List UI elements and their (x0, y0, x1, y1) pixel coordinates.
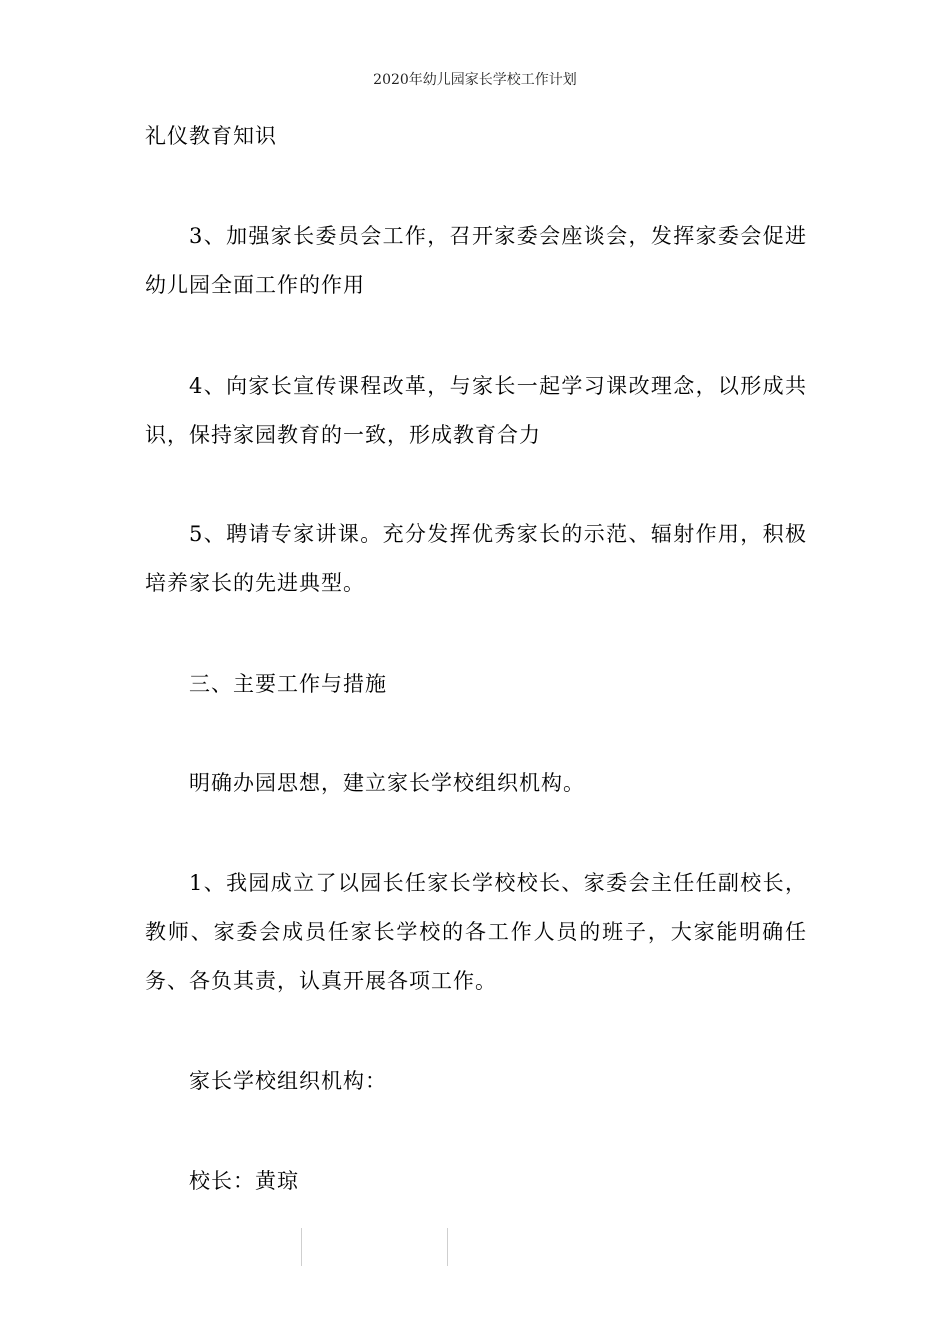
paragraph-clarify-philosophy: 明确办园思想，建立家长学校组织机构。 (189, 771, 585, 795)
paragraph-etiquette-knowledge: 礼仪教育知识 (145, 124, 277, 148)
paragraph-item-1: 1、我园成立了以园长任家长学校校长、家委会主任任副校长，教师、家委会成员任家长学校的各工作人员的班子，大家能明确任务、各负其责，认真开展各项工作。 (145, 871, 807, 993)
paragraph-principal: 校长：黄琼 (189, 1169, 299, 1193)
table-border-line-left (301, 1228, 302, 1266)
paragraph-item-3: 3、加强家长委员会工作，召开家委会座谈会，发挥家委会促进幼儿园全面工作的作用 (145, 224, 807, 297)
paragraph-org-structure: 家长学校组织机构： (189, 1069, 387, 1093)
paragraph-item-5: 5、聘请专家讲课。充分发挥优秀家长的示范、辐射作用，积极培养家长的先进典型。 (145, 522, 807, 595)
paragraph-item-4: 4、向家长宣传课程改革，与家长一起学习课改理念，以形成共识，保持家园教育的一致，形成教育合力 (145, 374, 807, 447)
table-border-line-right (447, 1228, 448, 1266)
section-heading-main-work: 三、主要工作与措施 (189, 672, 387, 696)
page-header: 2020年幼儿园家长学校工作计划 (373, 72, 577, 88)
